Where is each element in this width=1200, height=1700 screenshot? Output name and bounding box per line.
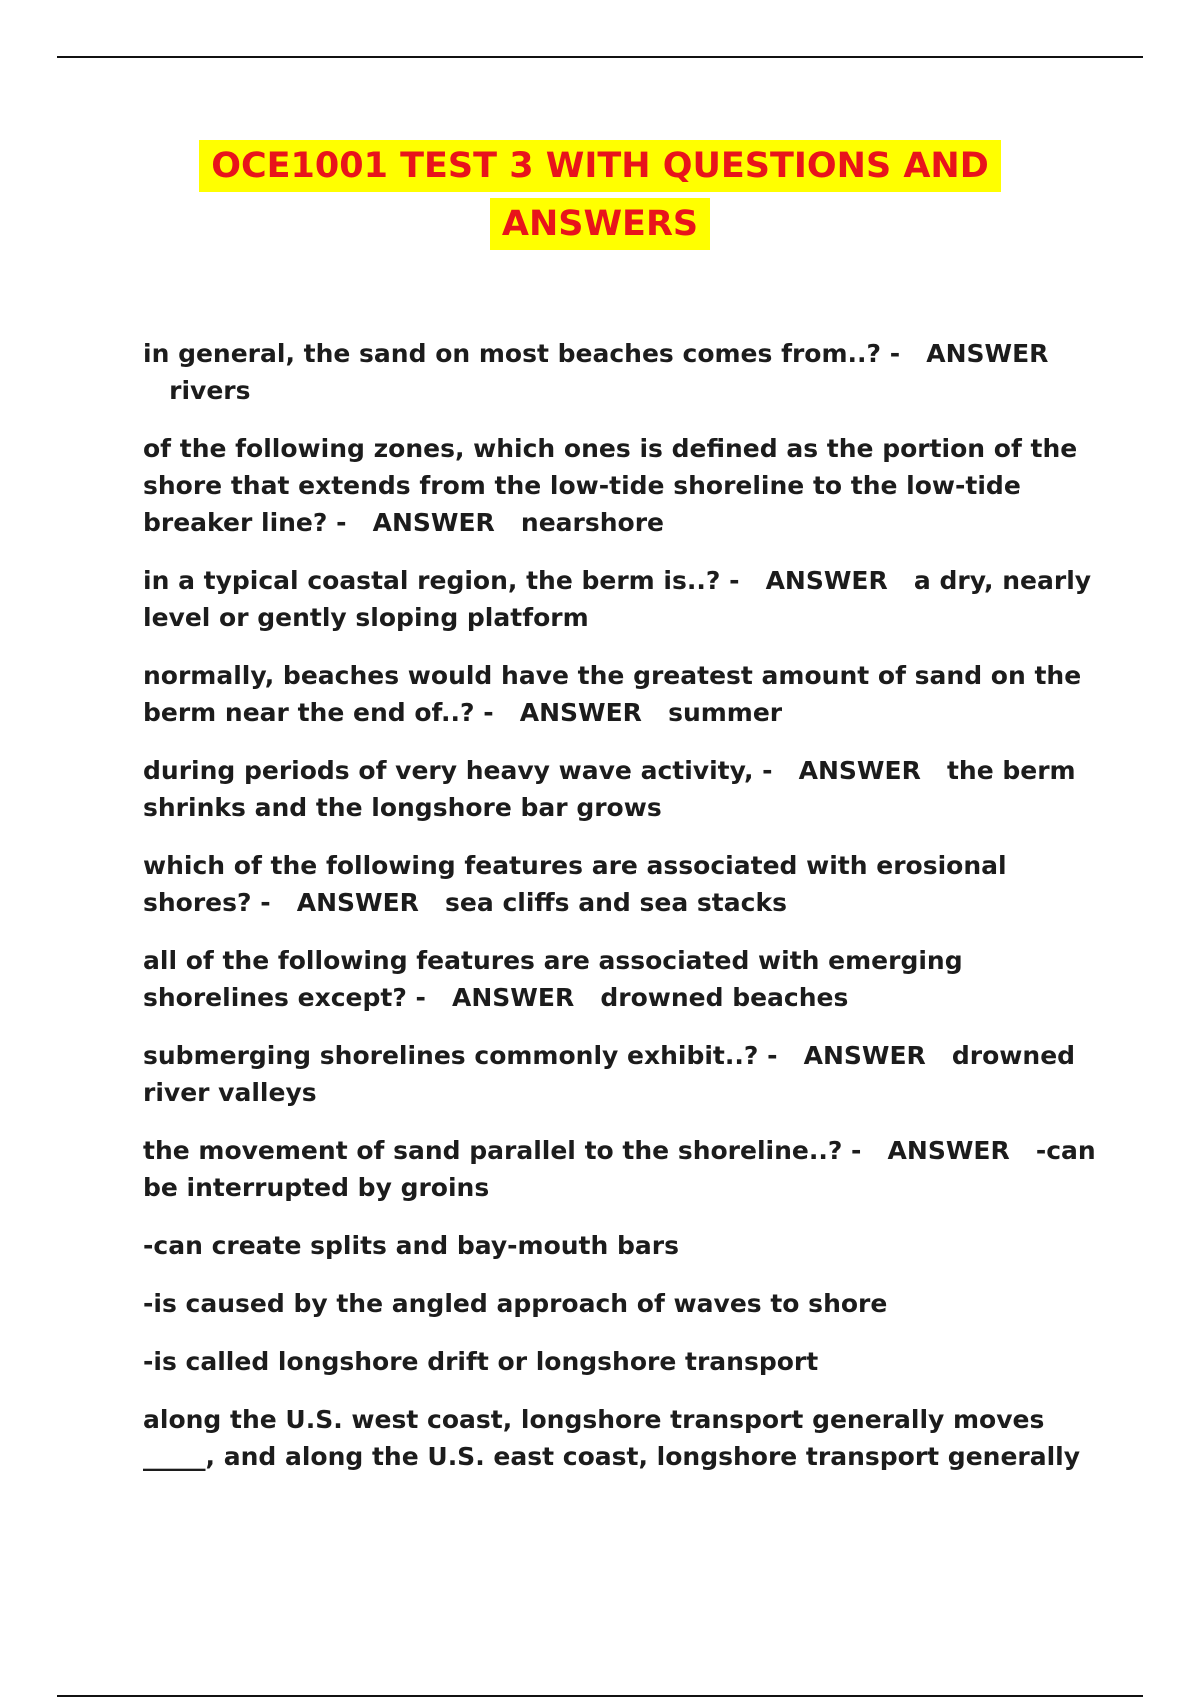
answer-label: ANSWER <box>452 983 575 1012</box>
title-line-2: ANSWERS <box>490 198 710 250</box>
continuation-line-3: -is called longshore drift or longshore transport <box>143 1347 819 1376</box>
question-text: all of the following features are associated with emerging shorelines except? - <box>143 946 963 1012</box>
title-line-1: OCE1001 TEST 3 WITH QUESTIONS AND <box>199 140 1001 192</box>
top-rule <box>57 56 1143 58</box>
qa-item-7 <box>143 942 1098 1016</box>
qa-item-1 <box>143 335 1098 409</box>
bottom-rule <box>57 1695 1143 1697</box>
qa-item-8 <box>143 1037 1098 1111</box>
continuation-line-1: -can create splits and bay-mouth bars <box>143 1231 679 1260</box>
answer-label: ANSWER <box>798 756 921 785</box>
answer-label: ANSWER <box>803 1041 926 1070</box>
answer-label: ANSWER <box>765 566 888 595</box>
continuation-line-2: -is caused by the angled approach of waves to shore <box>143 1289 888 1318</box>
answer-label: ANSWER <box>926 339 1049 368</box>
question-text: in a typical coastal region, the berm is..? - <box>143 566 740 595</box>
question-text: which of the following features are associated with erosional shores? - <box>143 851 1007 917</box>
question-text: in general, the sand on most beaches comes from..? - <box>143 339 901 368</box>
question-text: submerging shorelines commonly exhibit..? - <box>143 1041 778 1070</box>
qa-item-4 <box>143 657 1098 731</box>
answer-text: summer <box>668 698 783 727</box>
answer-label: ANSWER <box>296 888 419 917</box>
answer-text: the berm shrinks and the longshore bar grows <box>143 756 1076 822</box>
answer-text: nearshore <box>520 508 664 537</box>
document-title <box>0 140 1200 250</box>
answer-label: ANSWER <box>887 1136 1010 1165</box>
qa-item-5 <box>143 752 1098 826</box>
qa-item-6 <box>143 847 1098 921</box>
trailing-question: along the U.S. west coast, longshore transport generally moves _____, and along the U.S. east coast, longshore transport generally <box>143 1405 1081 1471</box>
question-text: of the following zones, which ones is defined as the portion of the shore that extends from the low-tide shoreline to the low-tide breaker line? - <box>143 434 1078 537</box>
answer-text: -can be interrupted by groins <box>143 1136 1096 1202</box>
answer-text: drowned river valleys <box>143 1041 1076 1107</box>
answer-text: drowned beaches <box>600 983 849 1012</box>
qa-item-2 <box>143 430 1098 541</box>
qa-item-9 <box>143 1132 1098 1206</box>
question-text: the movement of sand parallel to the shoreline..? - <box>143 1136 862 1165</box>
question-text: during periods of very heavy wave activity, - <box>143 756 773 785</box>
qa-item-3 <box>143 562 1098 636</box>
answer-text: a dry, nearly level or gently sloping platform <box>143 566 1092 632</box>
answer-label: ANSWER <box>372 508 495 537</box>
answer-text: rivers <box>169 376 251 405</box>
question-text: normally, beaches would have the greatest amount of sand on the berm near the end of..? - <box>143 661 1082 727</box>
answer-text: sea cliffs and sea stacks <box>445 888 787 917</box>
answer-label: ANSWER <box>519 698 642 727</box>
qa-list <box>143 335 1098 1496</box>
